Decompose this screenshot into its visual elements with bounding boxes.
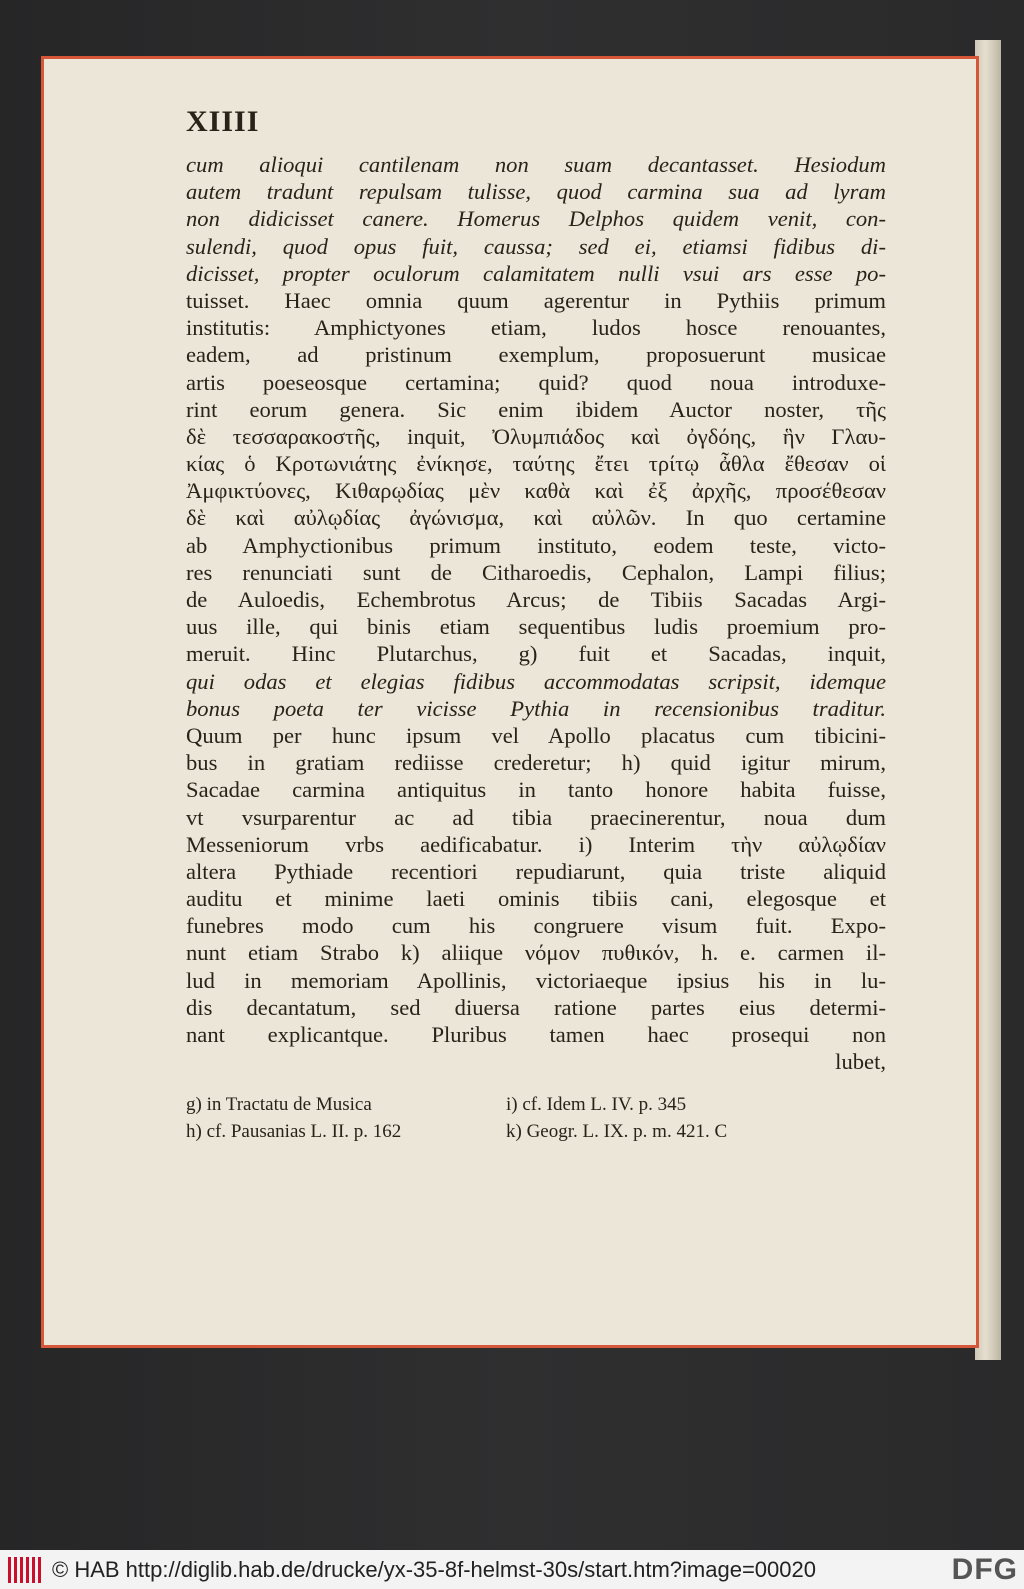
book-page (41, 56, 979, 1348)
text-line: funebres modo cum his congruere visum fuit. Expo- (186, 913, 886, 939)
footer-url[interactable]: © HAB http://diglib.hab.de/drucke/yx-35-8f-helmst-30s/start.htm?image=00020 (52, 1556, 816, 1582)
text-line: uus ille, qui binis etiam sequentibus ludis proemium pro- (186, 614, 886, 640)
footnotes (186, 1091, 826, 1145)
text-line: bus in gratiam rediisse crederetur; h) quid igitur mirum, (186, 750, 886, 776)
barcode-icon (8, 1557, 42, 1583)
text-line: cum alioqui cantilenam non suam decantasset. Hesiodum (186, 152, 886, 177)
text-line: Quum per hunc ipsum vel Apollo placatus cum tibicini- (186, 722, 886, 748)
text-line: dicisset, propter oculorum calamitatem nulli vsui ars esse po- (186, 260, 886, 286)
footnote-row (186, 1118, 826, 1145)
text-line: ab Amphyctionibus primum instituto, eodem teste, victo- (186, 532, 886, 558)
footnote-row (186, 1091, 826, 1118)
text-line: Ἀμφικτύονες, Κιθαρῳδίας μὲν καθὰ καὶ ἐξ ἀρχῆς, προσέθεσαν (186, 478, 886, 504)
text-line: auditu et minime laeti ominis tibiis cani, elegosque et (186, 886, 886, 912)
text-line: sulendi, quod opus fuit, caussa; sed ei, etiamsi fidibus di- (186, 233, 886, 259)
text-line: eadem, ad pristinum exemplum, proposuerunt musicae (186, 342, 886, 368)
footnote-i: i) cf. Idem L. IV. p. 345 (506, 1094, 687, 1115)
text-line: bonus poeta ter vicisse Pythia in recensionibus traditur. (186, 695, 886, 721)
page-number: XIIII (186, 105, 260, 138)
footer-bar (0, 1550, 1024, 1589)
text-line: nant explicantque. Pluribus tamen haec prosequi non (186, 1022, 886, 1047)
footnote-k: k) Geogr. L. IX. p. m. 421. C (506, 1121, 728, 1142)
text-line: qui odas et elegias fidibus accommodatas scripsit, idemque (186, 668, 886, 694)
text-line: δὲ τεσσαρακοστῆς, inquit, Ὀλυμπιάδος καὶ ὀγδόης, ἣν Γλαυ- (186, 423, 886, 449)
text-line: vt vsurparentur ac ad tibia praecinerentur, noua dum (186, 804, 886, 830)
dfg-logo: DFG (951, 1553, 1018, 1586)
text-line: lubet, (835, 1049, 886, 1075)
text-line: non didicisset canere. Homerus Delphos quidem venit, con- (186, 206, 886, 232)
body-text (186, 151, 886, 1075)
text-line: Messeniorum vrbs aedificabatur. i) Interim τὴν αὐλῳδίαν (186, 831, 886, 857)
text-line: de Auloedis, Echembrotus Arcus; de Tibiis Sacadas Argi- (186, 587, 886, 612)
text-line: δὲ καὶ αὐλῳδίας ἀγώνισμα, καὶ αὐλῶν. In quo certamine (186, 505, 886, 531)
text-line: altera Pythiade recentiori repudiarunt, quia triste aliquid (186, 858, 886, 884)
text-line: institutis: Amphictyones etiam, ludos hosce renouantes, (186, 315, 886, 341)
text-line: meruit. Hinc Plutarchus, g) fuit et Sacadas, inquit, (186, 641, 886, 667)
text-line: res renunciati sunt de Citharoedis, Cephalon, Lampi filius; (186, 559, 886, 585)
text-line: artis poeseosque certamina; quid? quod noua introduxe- (186, 369, 886, 395)
footnote-g: g) in Tractatu de Musica (186, 1094, 372, 1115)
footnote-h: h) cf. Pausanias L. II. p. 162 (186, 1121, 402, 1142)
text-line: dis decantatum, sed diuersa ratione partes eius determi- (186, 994, 886, 1020)
text-line: tuisset. Haec omnia quum agerentur in Pythiis primum (186, 287, 886, 313)
text-line: autem tradunt repulsam tulisse, quod carmina sua ad lyram (186, 179, 886, 205)
text-line: Sacadae carmina antiquitus in tanto honore habita fuisse, (186, 777, 886, 803)
text-line: κίας ὁ Κροτωνιάτης ἐνίκησε, ταύτης ἔτει τρίτῳ ἆθλα ἔθεσαν οἱ (186, 451, 886, 477)
text-line: nunt etiam Strabo k) aliique νόμον πυθικόν, h. e. carmen il- (186, 940, 886, 966)
text-line: rint eorum genera. Sic enim ibidem Auctor noster, τῆς (186, 396, 886, 422)
text-line: lud in memoriam Apollinis, victoriaeque ipsius his in lu- (186, 967, 886, 993)
